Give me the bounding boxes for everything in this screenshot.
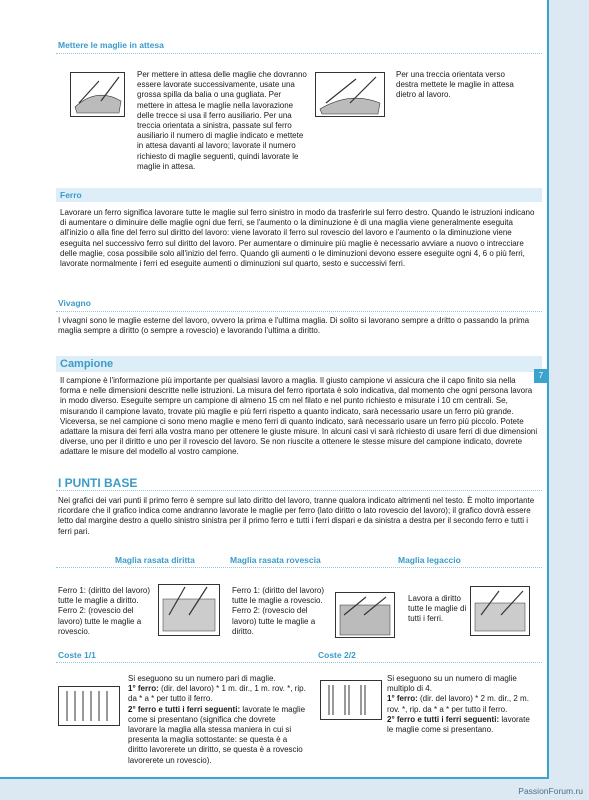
stitch-title-rasata-diritta: Maglia rasata diritta — [115, 555, 195, 565]
rasata-rovescia-illustration — [335, 592, 395, 638]
coste-2-2-f2-label: 2° ferro e tutti i ferri seguenti: — [387, 714, 500, 724]
coste-1-1-f2-text: lavorate le maglie come si presentano (significa che dovrete lavorare la maglia alla stessa maniera in cui si presenta la maglia sottostante: se questa è a diritto lavorerete un diritto, se questa è a rovescio lavorerete un rovescio). — [128, 704, 306, 765]
coste-2-2-f1-text: (dir. del lavoro) * 2 m. dir., 2 m. rov. *, rip. da * a * per tutto il ferro. — [387, 694, 529, 714]
divider — [56, 311, 542, 312]
section-title-punti-base: I PUNTI BASE — [58, 476, 138, 490]
ferro-text: Lavorare un ferro significa lavorare tutte le maglie sul ferro sinistro in modo da trasferirle sul ferro destro. Quando le istruzioni indicano di aumentare o diminuire delle maglie ogni due ferri, se l'aumento o la diminuzione è di una maglia viene generalmente eseguita all'inizio o alla fine del ferro sul diritto del lavoro: viene lavorato il ferro sul rovescio del lavoro e l'aumento o la diminuzione viene eseguita nel successivo ferro sul diritto del lavoro. Per aumentare o diminuire più maglie è necessario avviare a nuovo o intrecciare delle maglie, cosa possibile solo all'inizio del ferro. Quando gli aumenti o le diminuzioni devono essere eseguite ogni 4, 6 o più ferri, lavorate normalmente i ferri ed eseguite aumenti o diminuzioni sul quarto, sesto e successivi ferri. — [60, 208, 535, 269]
section-title-vivagno: Vivagno — [58, 298, 91, 308]
stitch-title-rasata-rovescia: Maglia rasata rovescia — [230, 555, 321, 565]
legaccio-illustration — [470, 586, 530, 636]
legaccio-text: Lavora a diritto tutte le maglie di tutti i ferri. — [408, 594, 467, 624]
divider — [56, 567, 542, 568]
coste-1-1-title: Coste 1/1 — [58, 650, 96, 660]
coste-2-2-illustration — [320, 680, 382, 720]
coste-1-1-f2-label: 2° ferro e tutti i ferri seguenti: — [128, 704, 241, 714]
vivagno-text: I vivagni sono le maglie esterne del lavoro, ovvero la prima e l'ultima maglia. Di solito si lavorano sempre a dritto o passando la prima maglia sempre a diritto (o sempre a rovescio) e lavorando l'ultima a diritto. — [58, 316, 530, 336]
watermark: PassionForum.ru — [518, 786, 583, 796]
knit-illustration-left — [70, 72, 125, 117]
stitch-title-legaccio: Maglia legaccio — [398, 555, 461, 565]
campione-text: Il campione è l'informazione più importante per qualsiasi lavoro a maglia. Il giusto campione vi assicura che il capo finito sia nella forma e nelle dimensioni descritte nelle istruzioni. La misura del ferro riportata è solo indicativa, dal momento che ogni persona lavora in modo diverso. Eseguite sempre un campione di almeno 15 cm nel filato e nel punto richiesto e misurate i 10 cm centrali. Se, misurando il campione lavato, trovate più maglie e più ferri rispetto a quanto indicato, sarà necessario usare un ferro più grande. Viceversa, se nel campione ci sono meno maglie e meno ferri di quanto indicato, sarà necessario usare un ferro più piccolo. Potete adattare la misura dei ferri alla vostra mano per ottenere le giuste misure. In alcuni casi vi sarà richiesto di usare ferri di due dimensioni diverse, uno per il diritto e uno per il rovescio del lavoro. Se non riuscite a ottenere le stesse misure del campione indicato, dovrete adattare le misure del modello al vostro campione. — [60, 376, 538, 457]
section-title-attesa: Mettere le maglie in attesa — [58, 40, 164, 50]
coste-2-2-text — [387, 674, 537, 735]
divider — [56, 53, 542, 54]
coste-1-1-f1-text: (dir. del lavoro) * 1 m. dir., 1 m. rov. *, rip. da * a * per tutto il ferro. — [128, 684, 306, 704]
punti-base-text: Nei grafici dei vari punti il primo ferro è sempre sul lato diritto del lavoro, tranne qualora indicato altrimenti nel testo. È molto importante ricordare che il grafico indica come andranno lavorate le maglie per ferro (lato diritto o lato rovescio del lavoro); il grafico dovrà essere letto dal margine destro a quello sinistro sinistra per il primo ferro e tutti i ferri dispari e da sinistra a destra per il secondo ferro e tutti i ferri pari. — [58, 496, 535, 536]
coste-2-2-f1-label: 1° ferro: — [387, 694, 418, 704]
page-tab: 7 — [534, 369, 548, 383]
knit-illustration-right — [315, 72, 385, 117]
coste-1-1-illustration — [58, 686, 120, 726]
rasata-diritta-text: Ferro 1: (diritto del lavoro) tutte le maglie a diritto. Ferro 2: (rovescio del lavoro) tutte le maglie a rovescio. — [58, 586, 151, 636]
divider — [56, 490, 542, 491]
attesa-text-right: Per una treccia orientata verso destra mettete le maglie in attesa dietro al lavoro. — [396, 70, 514, 100]
attesa-text-left: Per mettere in attesa delle maglie che dovranno essere lavorate successivamente, usate una grossa spilla da balia o una gugliata. Per mettere in attesa le maglie nella lavorazione delle trecce si usa il ferro ausiliario. Per una treccia orientata a sinistra, passate sul ferro ausiliario il numero di maglie indicato e mettete in attesa davanti al lavoro; lavorate il numero richiesto di maglie seguenti, quindi lavorate le maglie in attesa. — [137, 70, 307, 171]
coste-1-1-f1-label: 1° ferro: — [128, 684, 159, 694]
coste-2-2-title: Coste 2/2 — [318, 650, 356, 660]
coste-2-2-f2-text: lavorate le maglie come si presentano. — [387, 714, 530, 735]
section-title-campione: Campione — [56, 356, 542, 372]
rasata-diritta-illustration — [158, 584, 220, 636]
divider — [56, 662, 542, 663]
coste-2-2-intro: Si eseguono su un numero di maglie multiplo di 4. — [387, 674, 517, 694]
section-title-ferro: Ferro — [56, 188, 542, 202]
rasata-rovescia-text: Ferro 1: (diritto del lavoro) tutte le maglie a rovescio. Ferro 2: (rovescio del lavoro) tutte le maglie a diritto. — [232, 586, 325, 636]
coste-1-1-intro: Si eseguono su un numero pari di maglie. — [128, 674, 276, 683]
coste-1-1-text — [128, 674, 306, 766]
